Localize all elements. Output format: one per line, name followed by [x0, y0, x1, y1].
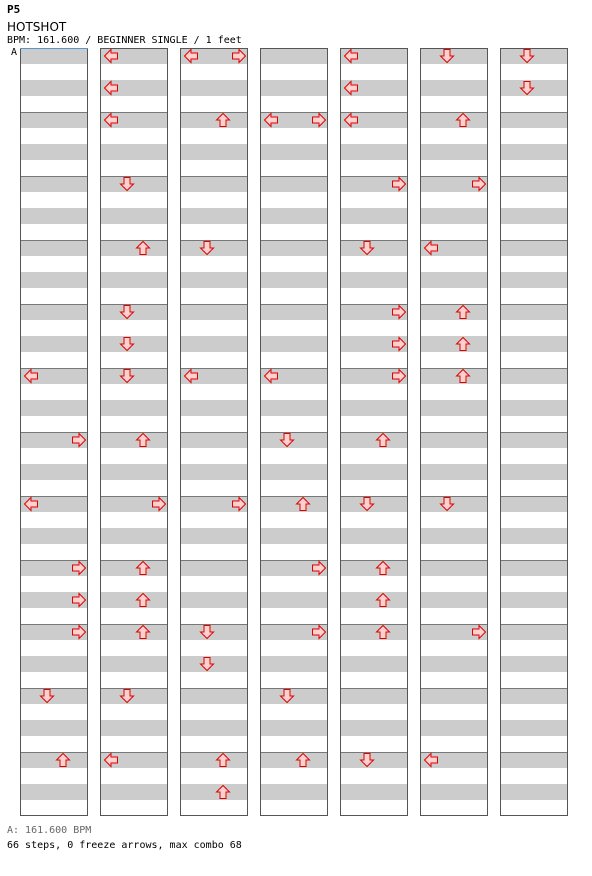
beat-stripe: [420, 80, 488, 96]
beat-stripe: [100, 528, 168, 544]
beat-stripe: [420, 144, 488, 160]
beat-stripe: [20, 48, 88, 64]
beat-stripe: [260, 176, 328, 192]
beat-stripe: [340, 592, 408, 608]
beat-stripe: [420, 432, 488, 448]
beat-stripe: [500, 240, 568, 256]
beat-stripe: [420, 656, 488, 672]
beat-stripe: [340, 656, 408, 672]
beat-stripe: [340, 624, 408, 640]
beat-stripe: [500, 176, 568, 192]
beat-stripe: [20, 144, 88, 160]
beat-stripe: [500, 400, 568, 416]
beat-stripe: [20, 80, 88, 96]
chart-info: BPM: 161.600 / BEGINNER SINGLE / 1 feet: [7, 35, 242, 46]
beat-stripe: [420, 464, 488, 480]
beat-stripe: [420, 336, 488, 352]
beat-stripe: [420, 688, 488, 704]
beat-stripe: [340, 272, 408, 288]
beat-stripe: [500, 432, 568, 448]
beat-stripe: [420, 304, 488, 320]
bpm-marker: A: [11, 47, 18, 58]
beat-stripe: [420, 720, 488, 736]
beat-stripe: [500, 208, 568, 224]
beat-stripe: [180, 560, 248, 576]
beat-stripe: [340, 528, 408, 544]
beat-stripe: [500, 368, 568, 384]
beat-stripe: [260, 528, 328, 544]
beat-stripe: [180, 272, 248, 288]
beat-stripe: [20, 336, 88, 352]
beat-stripe: [260, 752, 328, 768]
beat-stripe: [500, 336, 568, 352]
beat-stripe: [260, 80, 328, 96]
beat-stripe: [180, 208, 248, 224]
beat-stripe: [180, 80, 248, 96]
beat-stripe: [20, 400, 88, 416]
beat-stripe: [20, 112, 88, 128]
beat-stripe: [260, 656, 328, 672]
beat-stripe: [20, 304, 88, 320]
beat-stripe: [340, 688, 408, 704]
beat-stripe: [500, 656, 568, 672]
beat-stripe: [420, 400, 488, 416]
beat-stripe: [100, 464, 168, 480]
beat-stripe: [20, 752, 88, 768]
beat-stripe: [100, 208, 168, 224]
beat-stripe: [100, 656, 168, 672]
beat-stripe: [180, 688, 248, 704]
beat-stripe: [420, 528, 488, 544]
beat-stripe: [420, 784, 488, 800]
beat-stripe: [500, 752, 568, 768]
beat-stripe: [180, 528, 248, 544]
beat-stripe: [180, 144, 248, 160]
beat-stripe: [20, 176, 88, 192]
beat-stripe: [100, 624, 168, 640]
beat-stripe: [180, 464, 248, 480]
beat-stripe: [260, 784, 328, 800]
beat-stripe: [500, 784, 568, 800]
beat-stripe: [180, 304, 248, 320]
beat-stripe: [180, 432, 248, 448]
beat-stripe: [340, 720, 408, 736]
beat-stripe: [500, 112, 568, 128]
beat-stripe: [420, 208, 488, 224]
beat-stripe: [20, 464, 88, 480]
beat-stripe: [100, 720, 168, 736]
beat-stripe: [180, 400, 248, 416]
bpm-legend: A: 161.600 BPM: [7, 825, 92, 836]
beat-stripe: [500, 496, 568, 512]
beat-stripe: [180, 784, 248, 800]
beat-stripe: [500, 560, 568, 576]
beat-stripe: [420, 272, 488, 288]
beat-stripe: [260, 496, 328, 512]
beat-stripe: [500, 688, 568, 704]
chart-stats: 66 steps, 0 freeze arrows, max combo 68: [7, 840, 242, 851]
beat-stripe: [420, 560, 488, 576]
beat-stripe: [420, 112, 488, 128]
beat-stripe: [180, 112, 248, 128]
beat-stripe: [100, 560, 168, 576]
beat-stripe: [340, 144, 408, 160]
beat-stripe: [500, 528, 568, 544]
beat-stripe: [340, 400, 408, 416]
beat-stripe: [500, 592, 568, 608]
beat-stripe: [180, 720, 248, 736]
beat-stripe: [500, 720, 568, 736]
beat-stripe: [260, 400, 328, 416]
beat-stripe: [180, 176, 248, 192]
beat-stripe: [260, 304, 328, 320]
beat-stripe: [260, 464, 328, 480]
beat-stripe: [500, 272, 568, 288]
beat-stripe: [260, 48, 328, 64]
beat-stripe: [20, 240, 88, 256]
beat-stripe: [180, 336, 248, 352]
beat-stripe: [260, 592, 328, 608]
song-title: HOTSHOT: [7, 20, 67, 34]
beat-stripe: [260, 208, 328, 224]
beat-stripe: [180, 592, 248, 608]
beat-stripe: [100, 400, 168, 416]
beat-stripe: [260, 336, 328, 352]
beat-stripe: [100, 272, 168, 288]
beat-stripe: [180, 752, 248, 768]
beat-stripe: [100, 784, 168, 800]
beat-stripe: [260, 272, 328, 288]
beat-stripe: [100, 592, 168, 608]
beat-stripe: [20, 208, 88, 224]
beat-stripe: [500, 464, 568, 480]
beat-stripe: [420, 368, 488, 384]
beat-stripe: [500, 624, 568, 640]
beat-stripe: [100, 240, 168, 256]
beat-stripe: [20, 656, 88, 672]
beat-stripe: [20, 528, 88, 544]
beat-stripe: [340, 432, 408, 448]
beat-stripe: [500, 304, 568, 320]
beat-stripe: [340, 784, 408, 800]
beat-stripe: [260, 144, 328, 160]
beat-stripe: [340, 464, 408, 480]
beat-stripe: [260, 240, 328, 256]
beat-stripe: [100, 144, 168, 160]
beat-stripe: [100, 432, 168, 448]
beat-stripe: [340, 560, 408, 576]
beat-stripe: [20, 720, 88, 736]
beat-stripe: [20, 272, 88, 288]
beat-stripe: [340, 208, 408, 224]
beat-stripe: [20, 784, 88, 800]
beat-stripe: [420, 592, 488, 608]
beat-stripe: [500, 144, 568, 160]
chart-code: P5: [7, 3, 21, 16]
beat-stripe: [260, 720, 328, 736]
